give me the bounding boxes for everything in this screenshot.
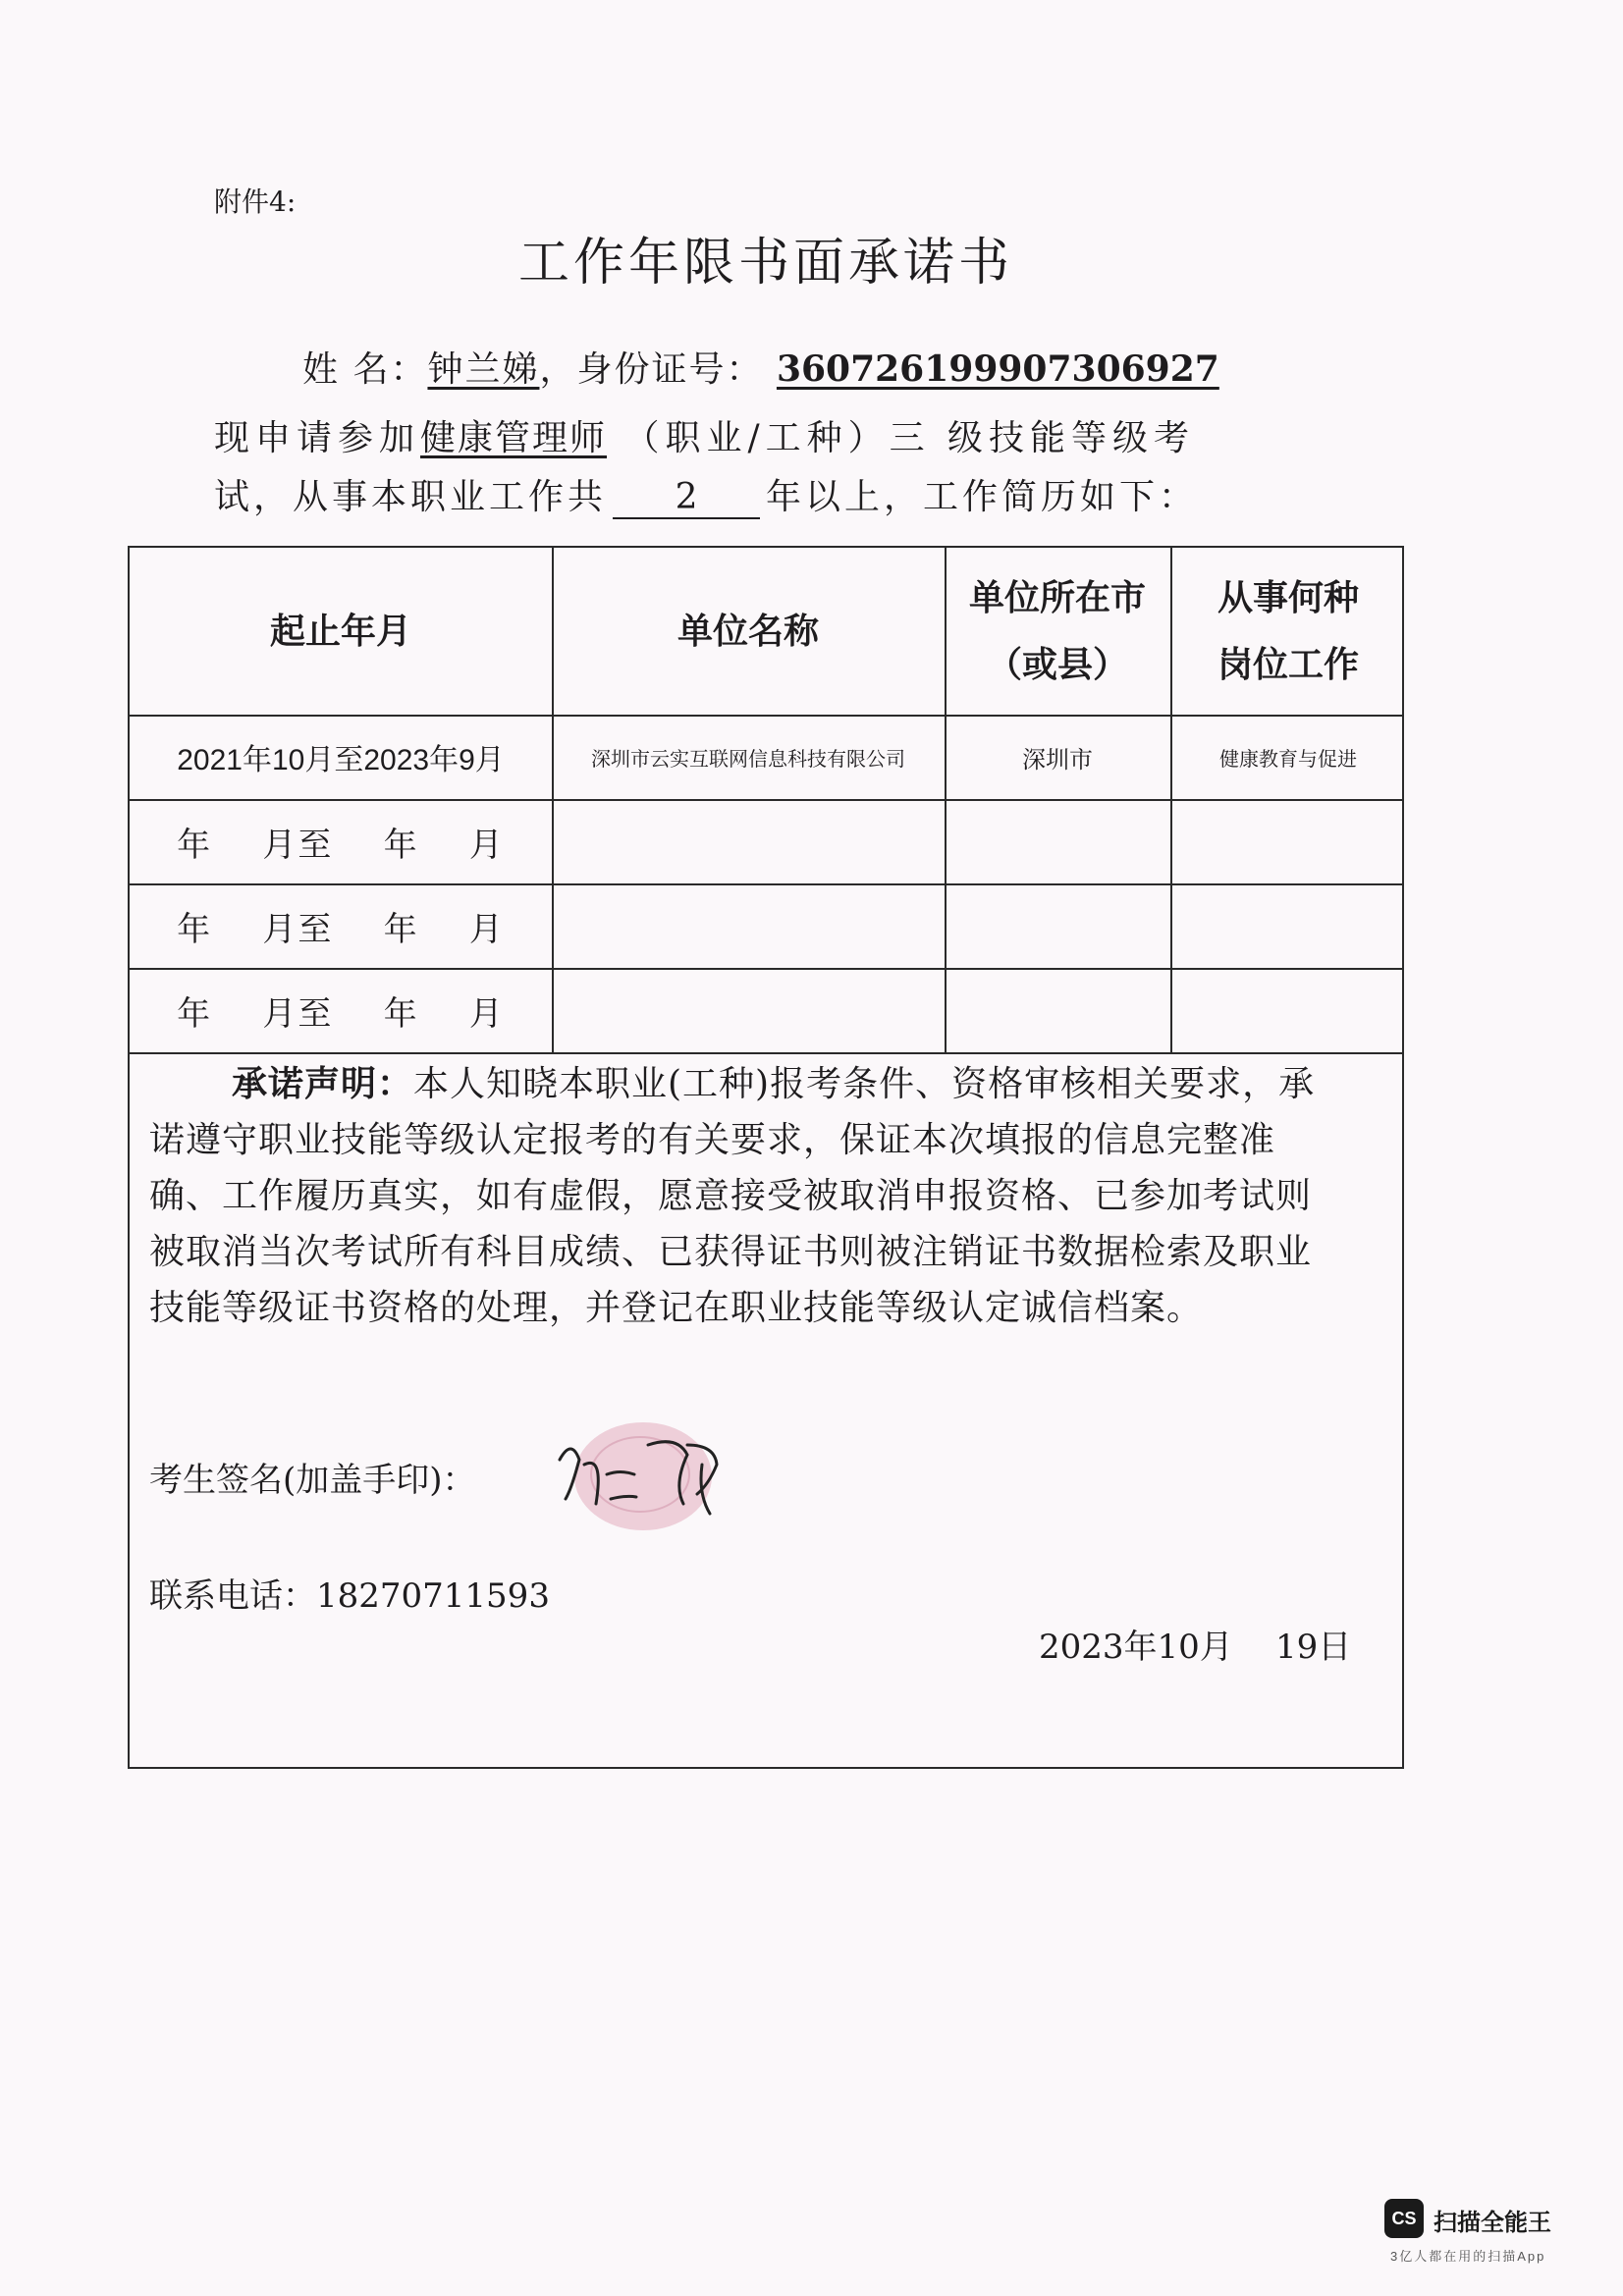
id-number: 360726199907306927 (776, 348, 1219, 390)
table-divider (130, 1052, 1402, 1054)
applicant-line (302, 342, 1219, 392)
application-middle: （职业/工种）三 级技能等级考 (623, 418, 1196, 458)
occupation-value: 健康管理师 (420, 418, 608, 458)
attachment-label: 附件4: (214, 186, 297, 218)
signing-date: 2023年10月 19日 (1039, 1628, 1352, 1667)
contact-phone (149, 1569, 550, 1617)
row-2-period: 年 月至 年 月 (177, 825, 505, 865)
years-prefix: 试，从事本职业工作共 (214, 477, 608, 517)
scanner-tagline: 3亿人都在用的扫描App (1390, 2249, 1546, 2264)
pledge-statement (149, 1056, 1327, 1336)
header-city (945, 548, 1170, 715)
header-company: 单位名称 (676, 610, 819, 652)
years-suffix: 年以上，工作简历如下： (766, 477, 1199, 517)
header-city-line2: （或县） (986, 644, 1128, 685)
fingerprint-mark (574, 1422, 712, 1530)
header-city-line1: 单位所在市 (968, 576, 1146, 618)
header-post (1170, 548, 1406, 715)
pledge-text: 本人知晓本职业(工种)报考条件、资格审核相关要求，承诺遵守职业技能等级认定报考的有关要求，保证本次填报的信息完整准确、工作履历真实，如有虚假，愿意接受被取消申报资格、已参加考试则被取消当次考试所有科目成绩、已获得证书则被注销证书数据检索及职业技能等级证书资格的处理，并登记在职业技能等级认定诚信档案。 (149, 1064, 1316, 1328)
scanner-logo-icon: CS (1384, 2199, 1424, 2238)
pledge-lead: 承诺声明： (232, 1063, 414, 1104)
row-3-period: 年 月至 年 月 (177, 909, 505, 949)
page-title: 工作年限书面承诺书 (517, 234, 1013, 293)
application-prefix: 现申请参加 (214, 418, 421, 458)
row-4-period: 年 月至 年 月 (177, 993, 505, 1034)
row-1-city: 深圳市 (1022, 745, 1093, 774)
name-label: 姓 名： (302, 349, 428, 390)
row-1-period: 2021年10月至2023年9月 (177, 744, 505, 776)
header-post-line1: 从事何种 (1217, 576, 1359, 618)
row-1-company: 深圳市云实互联网信息科技有限公司 (591, 746, 905, 771)
signature-with-fingerprint (530, 1406, 756, 1553)
applicant-name: 钟兰娣 (427, 349, 540, 390)
id-label: ，身份证号： (539, 349, 764, 390)
header-post-line2: 岗位工作 (1217, 644, 1359, 685)
phone-number: 18270711593 (316, 1576, 550, 1616)
application-line (214, 410, 1195, 460)
signature-label: 考生签名(加盖手印)： (149, 1461, 476, 1500)
years-line (214, 469, 1198, 519)
row-1-post: 健康教育与促进 (1219, 746, 1357, 771)
scanner-watermark (1384, 2199, 1581, 2264)
phone-label: 联系电话： (149, 1576, 316, 1616)
scanner-brand: 扫描全能王 (1434, 2210, 1551, 2236)
years-value: 2 (613, 477, 760, 519)
header-period: 起止年月 (269, 610, 411, 652)
